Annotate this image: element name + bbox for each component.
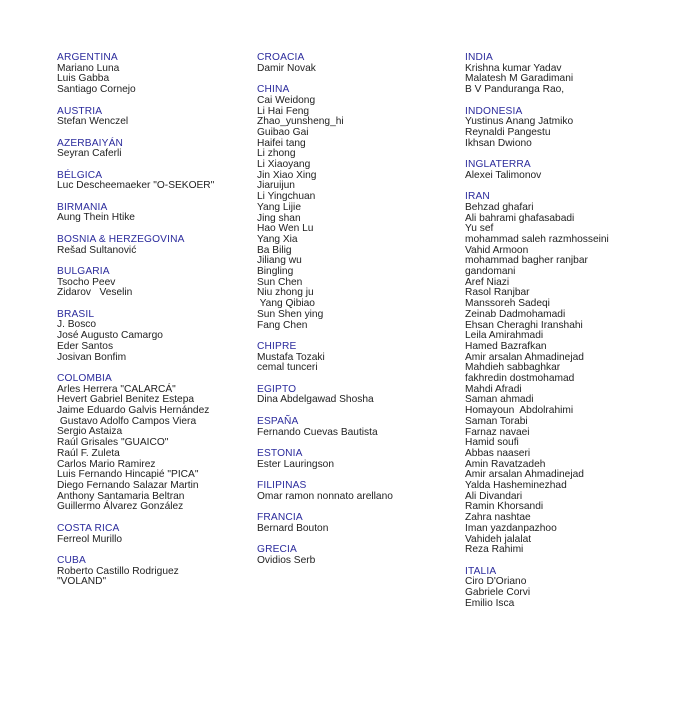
participant-name: Luis Fernando Hincapié "PICA" [57,469,199,481]
country-block [465,53,695,96]
participant-name: Alexei Talimonov [465,169,542,181]
participant-name: Sun Shen ying [257,308,324,320]
country-heading: COLOMBIA [57,372,112,384]
participant-name: Ciro D'Oriano [465,576,527,588]
country-block [257,449,457,470]
participant-name: Vahid Armoon [465,244,529,256]
country-heading: COSTA RICA [57,522,120,534]
participant-name: Mahdi Afradi [465,383,522,395]
country-block [257,85,457,331]
participant-name: Ikhsan Dwiono [465,137,532,149]
participant-name: mohammad bagher ranjbar [465,255,588,267]
country-block [57,171,252,192]
country-heading: FRANCIA [257,512,303,524]
participant-name: Ester Lauringson [257,458,335,470]
participant-name: Mustafa Tozaki [257,351,325,363]
country-block [465,160,695,181]
country-heading: AUSTRIA [57,105,103,117]
participant-name: Saman ahmadi [465,394,534,406]
participant-name: Sun Chen [257,276,303,288]
participant-name: Fernando Cuevas Bautista [257,426,378,438]
participant-name: Hamed Bazrafkan [465,340,547,352]
country-heading: ESTONIA [257,447,303,459]
participant-name: Li zhong [257,148,296,160]
participant-name: Ramin Khorsandi [465,501,544,513]
column-3 [465,53,695,620]
participant-name: Jiliang wu [257,255,302,267]
country-block [57,235,252,256]
participant-name: Luis Gabba [57,73,110,85]
participant-name: Santiago Cornejo [57,84,136,96]
participant-name: Bernard Bouton [257,522,329,534]
participant-name: Hamid soufi [465,437,519,449]
participant-name: Li Yingchuan [257,191,316,203]
participant-name: "VOLAND" [57,576,107,588]
participant-name: Leila Amirahmadi [465,330,544,342]
participant-name: Yang Xia [257,233,298,245]
participant-name: Stefan Wenczel [57,116,129,128]
participant-name: Emilio Isca [465,597,515,609]
participant-name: Reynaldi Pangestu [465,126,551,138]
participant-name: Ali Divandari [465,490,523,502]
country-heading: IRAN [465,191,490,203]
participant-name: Ferreol Murillo [57,533,123,545]
participant-name: Li Xiaoyang [257,159,311,171]
participant-name: Luc Descheemaeker "O-SEKOER" [57,180,215,192]
participant-name: Hao Wen Lu [257,223,314,235]
participant-name: Yang Qibiao [257,298,315,310]
participant-name: Zeinab Dadmohamadi [465,308,566,320]
participant-name: Aref Niazi [465,276,510,288]
country-block [57,556,252,588]
participant-name: Vahideh jalalat [465,533,532,545]
participant-name: Rešad Sultanović [57,244,137,256]
participant-name: Cai Weidong [257,94,316,106]
participant-name: Yalda Hasheminezhad [465,480,567,492]
column-1 [57,53,252,599]
participant-name: Tsocho Peev [57,276,116,288]
participant-name: J. Bosco [57,319,97,331]
country-block [57,139,252,160]
participant-name: Jin Xiao Xing [257,169,317,181]
participant-name: Hevert Gabriel Benitez Estepa [57,394,195,406]
participant-name: Guillermo Álvarez González [57,501,184,513]
participant-name: fakhredin dostmohamad [465,373,575,385]
participant-name: Homayoun Abdolrahimi [465,405,574,417]
country-block [257,513,457,534]
country-block [257,385,457,406]
participant-name: Guibao Gai [257,126,309,138]
participant-name: Ovidios Serb [257,554,316,566]
country-block [57,203,252,224]
country-heading: BRASIL [57,308,95,320]
participant-name: Krishna kumar Yadav [465,62,562,74]
country-heading: BÉLGICA [57,169,103,181]
country-heading: ESPAÑA [257,415,299,427]
participant-name: Yu sef [465,223,494,235]
participant-name: Zahra nashtae [465,512,531,524]
country-heading: INGLATERRA [465,159,531,170]
participant-name: Jing shan [257,212,301,224]
country-heading: CHIPRE [257,340,297,352]
participant-name: Jaime Eduardo Galvis Hernández [57,405,210,417]
country-heading: BOSNIA & HERZEGOVINA [57,233,185,245]
participant-name: gandomani [465,266,516,278]
country-block [57,107,252,128]
country-heading: ARGENTINA [57,52,118,63]
participant-name: Zidarov Veselin [57,287,133,299]
country-block [257,417,457,438]
participant-name: Niu zhong ju [257,287,314,299]
country-block [57,310,252,364]
participant-name: Li Hai Feng [257,105,310,117]
participant-name: B V Panduranga Rao, [465,84,565,96]
country-heading: INDIA [465,52,493,63]
participant-name: José Augusto Camargo [57,330,163,342]
country-block [465,567,695,610]
participant-name: Diego Fernando Salazar Martin [57,480,199,491]
participant-name: Reza Rahimi [465,544,524,556]
participant-name: Raúl F. Zuleta [57,447,120,459]
participant-name: Zhao_yunsheng_hi [257,116,344,128]
country-heading: FILIPINAS [257,480,307,492]
participant-name: Ali bahrami ghafasabadi [465,212,575,224]
participant-name: Arles Herrera "CALARCÁ" [57,383,176,395]
country-block [257,53,457,74]
participant-name: Gabriele Corvi [465,587,531,599]
participant-name: Amir arsalan Ahmadinejad [465,351,584,363]
participant-name: Seyran Caferli [57,148,122,160]
participant-name: Rasol Ranjbar [465,287,530,299]
participant-name: Yang Lijie [257,201,301,213]
country-block [465,192,695,556]
country-heading: CHINA [257,84,290,96]
participant-name: Damir Novak [257,62,316,74]
participant-name: Josivan Bonfim [57,351,127,363]
country-heading: ITALIA [465,565,497,577]
country-block [57,53,252,96]
participant-name: Malatesh M Garadimani [465,73,574,85]
participant-name: Ehsan Cheraghi Iranshahi [465,319,583,331]
participant-name: Abbas naaseri [465,447,531,459]
country-heading: BULGARIA [57,265,110,277]
participant-name: Fang Chen [257,319,308,331]
country-heading: CROACIA [257,52,305,63]
participant-name: Raúl Grisales "GUAICO" [57,437,169,449]
country-heading: BIRMANIA [57,201,108,213]
participant-name: Amin Ravatzadeh [465,458,546,470]
participant-name: Omar ramon nonnato arellano [257,490,393,502]
participant-name: Saman Torabi [465,415,528,427]
participant-name: Haifei tang [257,137,306,149]
participant-name: Ba Bilig [257,244,292,256]
country-block [465,107,695,150]
participant-name: Bingling [257,266,294,278]
participant-name: mohammad saleh razmhosseini [465,233,609,245]
participant-name: Carlos Mario Ramirez [57,458,156,470]
participant-name: Sergio Astaiza [57,426,123,438]
participant-name: Yustinus Anang Jatmiko [465,116,574,128]
participant-name: Anthony Santamaria Beltran [57,490,185,502]
participant-name: Eder Santos [57,340,114,352]
country-block [57,267,252,299]
country-heading: GRECIA [257,544,297,556]
participant-name: Roberto Castillo Rodriguez [57,565,179,577]
country-block [257,545,457,566]
country-block [57,524,252,545]
column-2 [257,53,457,577]
participant-name: Mariano Luna [57,62,120,74]
country-heading: CUBA [57,554,86,566]
participant-name: Jiaruijun [257,180,295,192]
participant-name: Iman yazdanpazhoo [465,522,557,534]
participant-name: Aung Thein Htike [57,212,135,224]
country-heading: AZERBAIYÁN [57,137,124,149]
country-block [257,481,457,502]
country-block [257,342,457,374]
country-heading: INDONESIA [465,105,523,117]
participant-name: Gustavo Adolfo Campos Viera [57,415,197,427]
country-heading: EGIPTO [257,383,297,395]
participant-name: Manssoreh Sadeqi [465,298,550,310]
participant-name: Farnaz navaei [465,426,530,438]
participant-name: Amir arsalan Ahmadinejad [465,469,584,481]
country-block [57,374,252,513]
participant-name: Mahdieh sabbaghkar [465,362,561,374]
participant-name: Dina Abdelgawad Shosha [257,394,374,406]
participant-name: Behzad ghafari [465,201,534,213]
participant-name: cemal tunceri [257,362,318,374]
